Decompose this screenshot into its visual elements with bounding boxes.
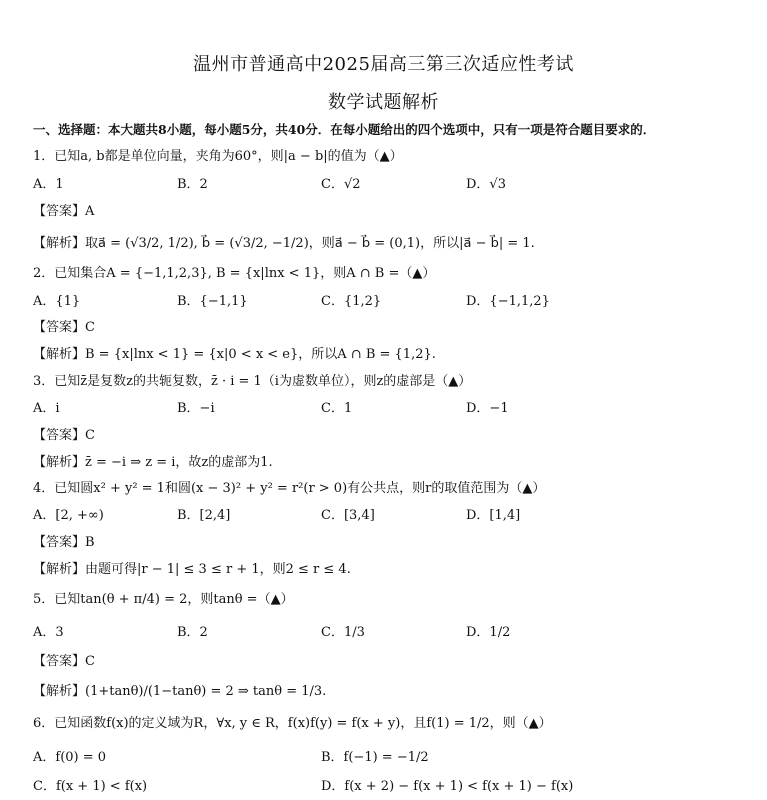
question-4-option-c: C．[3,4] — [321, 508, 375, 523]
question-1-option-b: B．2 — [177, 177, 208, 192]
question-4-answer: 【答案】B — [33, 535, 95, 550]
question-1-answer: 【答案】A — [33, 204, 95, 219]
question-1-option-c: C．√2 — [321, 177, 361, 192]
question-1-option-d: D．√3 — [466, 177, 506, 192]
question-5-explanation: 【解析】(1+tanθ)/(1−tanθ) = 2 ⇒ tanθ = 1/3. — [33, 684, 327, 699]
question-5-option-b: B．2 — [177, 625, 208, 640]
question-5-stem: 5．已知tan(θ + π/4) = 2，则tanθ =（▲） — [33, 592, 294, 607]
question-3-explanation: 【解析】z̄ = −i ⇒ z = i，故z的虚部为1. — [33, 455, 273, 470]
question-3-option-b: B．−i — [177, 401, 215, 416]
question-3-answer: 【答案】C — [33, 428, 95, 443]
document-title: 温州市普通高中2025届高三第三次适应性考试 — [193, 54, 574, 75]
question-4-option-a: A．[2, +∞) — [33, 508, 104, 523]
question-6-stem: 6．已知函数f(x)的定义域为R，∀x, y ∈ R，f(x)f(y) = f(x + y)，且f(1) = 1/2，则（▲） — [33, 716, 552, 731]
question-2-explanation: 【解析】B = {x|lnx < 1} = {x|0 < x < e}，所以A ∩ B = {1,2}. — [33, 347, 436, 362]
question-3-option-d: D．−1 — [466, 401, 509, 416]
question-5-option-d: D．1/2 — [466, 625, 511, 640]
question-3-option-c: C．1 — [321, 401, 353, 416]
question-5-answer: 【答案】C — [33, 654, 95, 669]
question-5-option-a: A．3 — [33, 625, 64, 640]
question-2-option-b: B．{−1,1} — [177, 294, 248, 309]
question-1-explanation: 【解析】取a⃗ = (√3/2, 1/2), b⃗ = (√3/2, −1/2)，则a⃗ − b⃗ = (0,1)，所以|a⃗ − b⃗| = 1. — [33, 236, 535, 251]
question-4-option-b: B．[2,4] — [177, 508, 231, 523]
question-2-stem: 2．已知集合A = {−1,1,2,3}, B = {x|lnx < 1}，则A ∩ B =（▲） — [33, 266, 436, 281]
question-2-option-d: D．{−1,1,2} — [466, 294, 550, 309]
question-6-option-b: B．f(−1) = −1/2 — [321, 750, 429, 765]
question-3-option-a: A．i — [33, 401, 60, 416]
question-2-option-a: A．{1} — [33, 294, 81, 309]
question-1-stem: 1．已知a, b都是单位向量，夹角为60°，则|a − b|的值为（▲） — [33, 149, 403, 164]
question-2-answer: 【答案】C — [33, 320, 95, 335]
question-6-option-a: A．f(0) = 0 — [33, 750, 107, 765]
section-header: 一、选择题：本大题共8小题，每小题5分，共40分．在每小题给出的四个选项中，只有一项是符合题目要求的． — [33, 122, 656, 137]
question-2-option-c: C．{1,2} — [321, 294, 382, 309]
question-4-stem: 4．已知圆x² + y² = 1和圆(x − 3)² + y² = r²(r > 0)有公共点，则r的取值范围为（▲） — [33, 481, 546, 496]
question-4-explanation: 【解析】由题可得|r − 1| ≤ 3 ≤ r + 1，则2 ≤ r ≤ 4. — [33, 562, 351, 577]
question-1-option-a: A．1 — [33, 177, 64, 192]
document-subtitle: 数学试题解析 — [328, 92, 439, 113]
question-6-option-c: C．f(x + 1) < f(x) — [33, 779, 148, 794]
question-4-option-d: D．[1,4] — [466, 508, 521, 523]
question-6-option-d: D．f(x + 2) − f(x + 1) < f(x + 1) − f(x) — [321, 779, 574, 794]
question-3-stem: 3．已知z̄是复数z的共轭复数，z̄ · i = 1（i为虚数单位），则z的虚部是（▲） — [33, 374, 472, 389]
question-5-option-c: C．1/3 — [321, 625, 365, 640]
